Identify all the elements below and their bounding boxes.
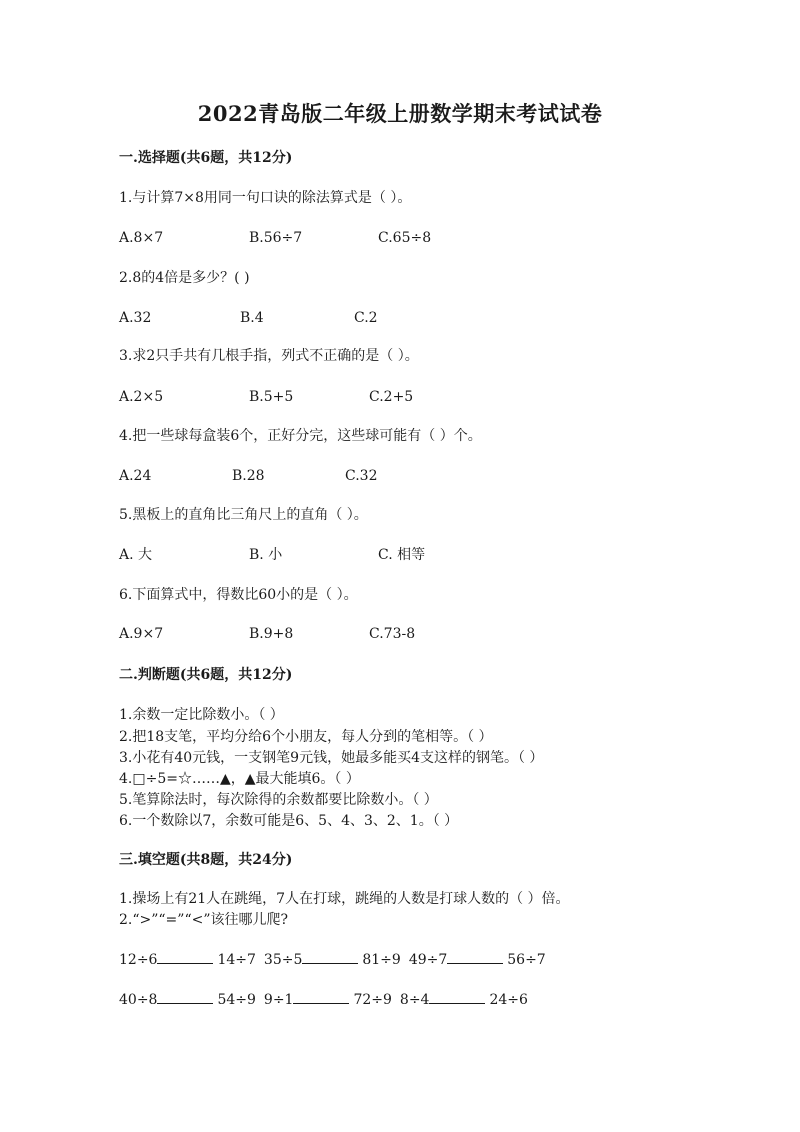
question-text: 5.黑板上的直角比三角尺上的直角（ ）。	[119, 507, 368, 523]
expression: 49÷7	[408, 952, 448, 968]
answer-blank[interactable]	[447, 951, 503, 964]
judgment-item: 6.一个数除以7，余数可能是6、5、4、3、2、1。（ ）	[119, 813, 459, 829]
option-b: B.28	[232, 468, 265, 484]
expression: 24÷6	[489, 992, 528, 1008]
judgment-item: 1.余数一定比除数小。（ ）	[119, 707, 284, 723]
fill-question: 1.操场上有21人在跳绳，7人在打球，跳绳的人数是打球人数的（ ）倍。	[119, 891, 570, 907]
option-c: C.2+5	[369, 389, 414, 405]
question-text: 4.把一些球每盒装6个，正好分完，这些球可能有（ ）个。	[119, 428, 482, 444]
answer-blank[interactable]	[293, 991, 349, 1004]
answer-blank[interactable]	[429, 991, 485, 1004]
option-c: C. 相等	[378, 547, 426, 563]
option-c: C.65÷8	[378, 230, 432, 246]
expression: 8÷4	[399, 992, 430, 1008]
option-c: C.2	[354, 310, 378, 326]
option-a: A.8×7	[119, 230, 164, 246]
page-title: 2022青岛版二年级上册数学期末考试试卷	[197, 101, 603, 126]
judgment-item: 5.笔算除法时，每次除得的余数都要比除数小。（ ）	[119, 792, 438, 808]
option-a: A.2×5	[119, 389, 164, 405]
answer-blank[interactable]	[157, 991, 213, 1004]
expression: 12÷6	[119, 952, 158, 968]
option-c: C.73-8	[369, 626, 416, 642]
option-c: C.32	[345, 468, 378, 484]
option-b: B.4	[240, 310, 264, 326]
judgment-item: 3.小花有40元钱，一支钢笔9元钱，她最多能买4支这样的钢笔。（ ）	[119, 750, 544, 766]
expression: 81÷9	[362, 952, 401, 968]
expression: 9÷1	[263, 992, 294, 1008]
fill-question: 2.“>”“=”“<”该往哪儿爬?	[119, 912, 288, 928]
section3-heading: 三.填空题(共8题，共24分)	[119, 852, 293, 868]
expression: 14÷7	[217, 952, 256, 968]
section2-heading: 二.判断题(共6题，共12分)	[119, 667, 293, 683]
question-text: 3.求2只手共有几根手指，列式不正确的是（ ）。	[119, 348, 419, 364]
question-text: 2.8的4倍是多少？( )	[119, 270, 250, 286]
option-a: A.9×7	[119, 626, 164, 642]
option-a: A. 大	[119, 547, 153, 563]
option-a: A.24	[119, 468, 152, 484]
judgment-item: 4.□÷5=☆……▲，▲最大能填6。（ ）	[119, 771, 360, 787]
answer-blank[interactable]	[157, 951, 213, 964]
section1-heading: 一.选择题(共6题，共12分)	[119, 150, 293, 166]
expression: 35÷5	[263, 952, 303, 968]
question-text: 6.下面算式中，得数比60小的是（ ）。	[119, 587, 358, 603]
expression: 54÷9	[217, 992, 256, 1008]
expression: 56÷7	[507, 952, 546, 968]
compare-row	[119, 951, 546, 969]
judgment-item: 2.把18支笔，平均分给6个小朋友，每人分到的笔相等。（ ）	[119, 729, 493, 745]
option-b: B.56÷7	[249, 230, 303, 246]
expression: 72÷9	[353, 992, 392, 1008]
option-b: B.5+5	[249, 389, 294, 405]
option-b: B.9+8	[249, 626, 294, 642]
option-a: A.32	[119, 310, 152, 326]
compare-row	[119, 991, 528, 1009]
option-b: B. 小	[249, 547, 283, 563]
answer-blank[interactable]	[302, 951, 358, 964]
question-text: 1.与计算7×8用同一句口诀的除法算式是（ ）。	[119, 190, 412, 206]
expression: 40÷8	[119, 992, 158, 1008]
